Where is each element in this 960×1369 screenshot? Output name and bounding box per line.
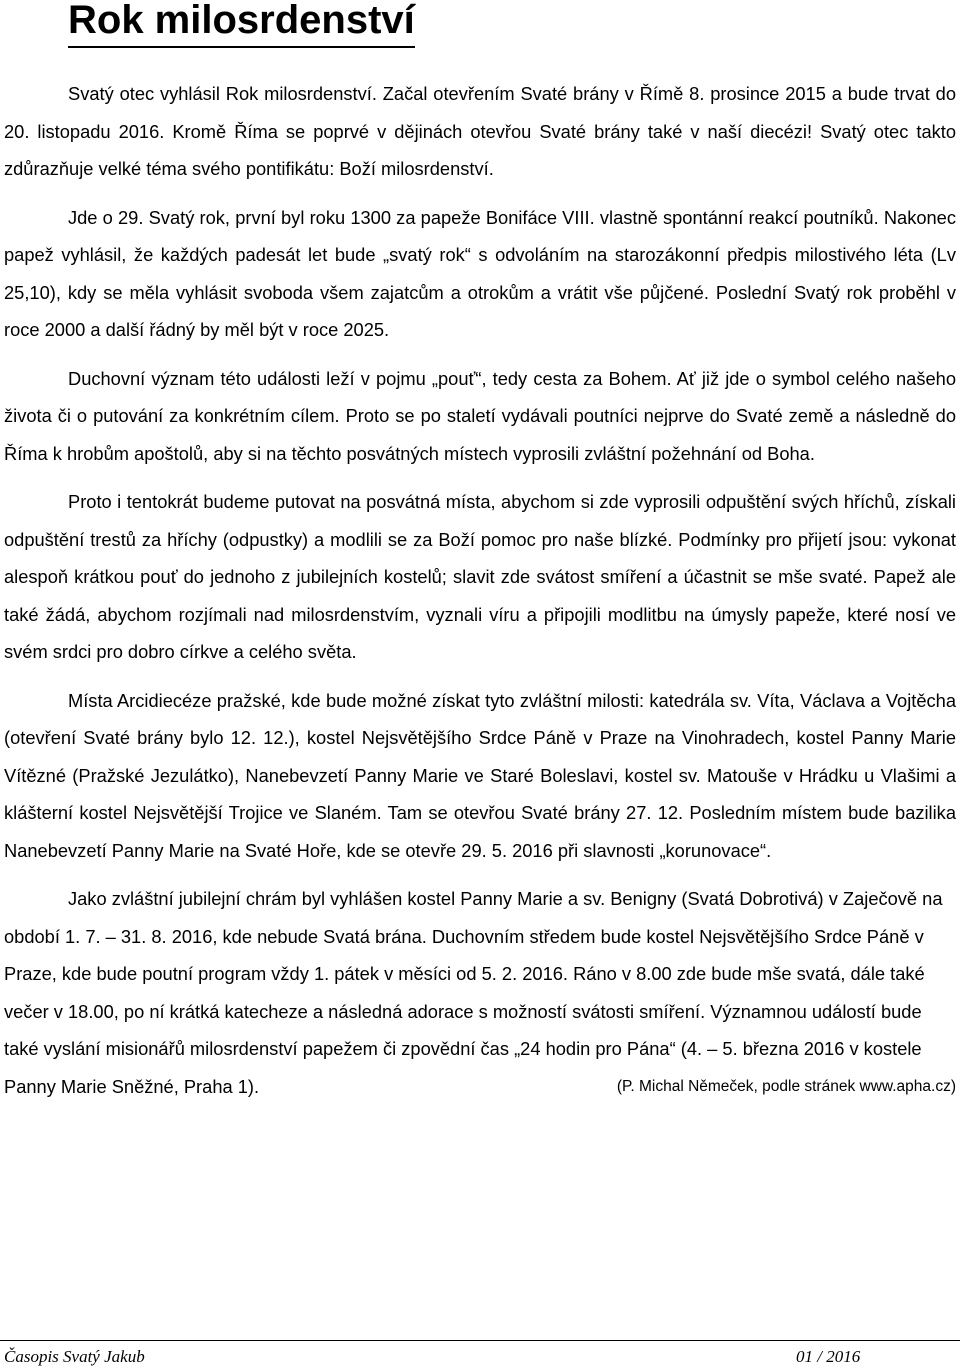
article-title: Rok milosrdenství xyxy=(68,0,415,48)
paragraph-6 xyxy=(4,880,956,1105)
magazine-name: Časopis Svatý Jakub xyxy=(4,1347,145,1366)
paragraph-4: Proto i tentokrát budeme putovat na posvátná místa, abychom si zde vyprosili odpuštění svých hříchů, získali odpuštění trestů za hříchy (odpustky) a modlili se za Boží pomoc pro naše blízké. Podmínky pro přijetí jsou: vykonat alespoň krátkou pouť do jednoho z jubilejních kostelů; slavit zde svátost smíření a účastnit se mše svaté. Papež ale také žádá, abychom rozjímali nad milosrdenstvím, vyznali víru a připojili modlitbu na úmysly papeže, které nosí ve svém srdci pro dobro církve a celého světa. xyxy=(4,491,956,662)
paragraph-6-text: Jako zvláštní jubilejní chrám byl vyhlášen kostel Panny Marie a sv. Benigny (Svatá Dobrotivá) v Zaječově na období 1. 7. – 31. 8. 2016, kde nebude Svatá brána. Duchovním středem bude kostel Nejsvětějšího Srdce Páně v Praze, kde bude poutní program vždy 1. pátek v měsíci od 5. 2. 2016. Ráno v 8.00 zde bude mše svatá, dále také večer v 18.00, po ní krátká katecheze a následná adorace s možností svátosti smíření. Významnou událostí bude také vyslání misionářů milosrdenství papežem či zpovědní čas „24 hodin pro Pána“ (4. – 5. března 2016 v kostele Panny Marie Sněžné, Praha 1). xyxy=(4,888,943,1097)
author-credit: (P. Michal Němeček, podle stránek www.apha.cz) xyxy=(616,1077,956,1095)
paragraph-1: Svatý otec vyhlásil Rok milosrdenství. Začal otevřením Svaté brány v Římě 8. prosince 2015 a bude trvat do 20. listopadu 2016. Kromě Říma se poprvé v dějinách otevřou Svaté brány také v naší diecézi! Svatý otec takto zdůrazňuje velké téma svého pontifikátu: Boží milosrdenství. xyxy=(4,83,956,179)
paragraph-5: Místa Arcidiecéze pražské, kde bude možné získat tyto zvláštní milosti: katedrála sv. Víta, Václava a Vojtěcha (otevření Svaté brány bylo 12. 12.), kostel Nejsvětějšího Srdce Páně v Praze na Vinohradech, kostel Panny Marie Vítězné (Pražské Jezulátko), Nanebevzetí Panny Marie ve Staré Boleslavi, kostel sv. Matouše v Hrádku u Vlašimi a klášterní kostel Nejsvětější Trojice ve Slaném. Tam se otevřou Svaté brány 27. 12. Posledním místem bude bazilika Nanebevzetí Panny Marie na Svaté Hoře, kde se otevře 29. 5. 2016 při slavnosti „korunovace“. xyxy=(4,689,956,861)
paragraph-3: Duchovní význam této události leží v pojmu „pouť“, tedy cesta za Bohem. Ať již jde o symbol celého našeho života či o putování za konkrétním cílem. Proto se po staletí vydávali poutníci nejprve do Svaté země a následně do Říma k hrobům apoštolů, aby si na těchto posvátných místech vyprosili zvláštní požehnání od Boha. xyxy=(4,367,956,464)
issue-number: 01 / 2016 xyxy=(796,1347,861,1366)
paragraph-2: Jde o 29. Svatý rok, první byl roku 1300 za papeže Bonifáce VIII. vlastně spontánní reakcí poutníků. Nakonec papež vyhlásil, že každých padesát let bude „svatý rok“ s odvoláním na starozákonní předpis milostivého léta (Lv 25,10), kdy se měla vyhlásit svoboda všem zajatcům a otrokům a vrátit vše půjčené. Poslední Svatý rok proběhl v roce 2000 a další řádný by měl být v roce 2025. xyxy=(4,206,956,340)
article-body xyxy=(4,75,956,1105)
page-footer xyxy=(0,1340,960,1369)
